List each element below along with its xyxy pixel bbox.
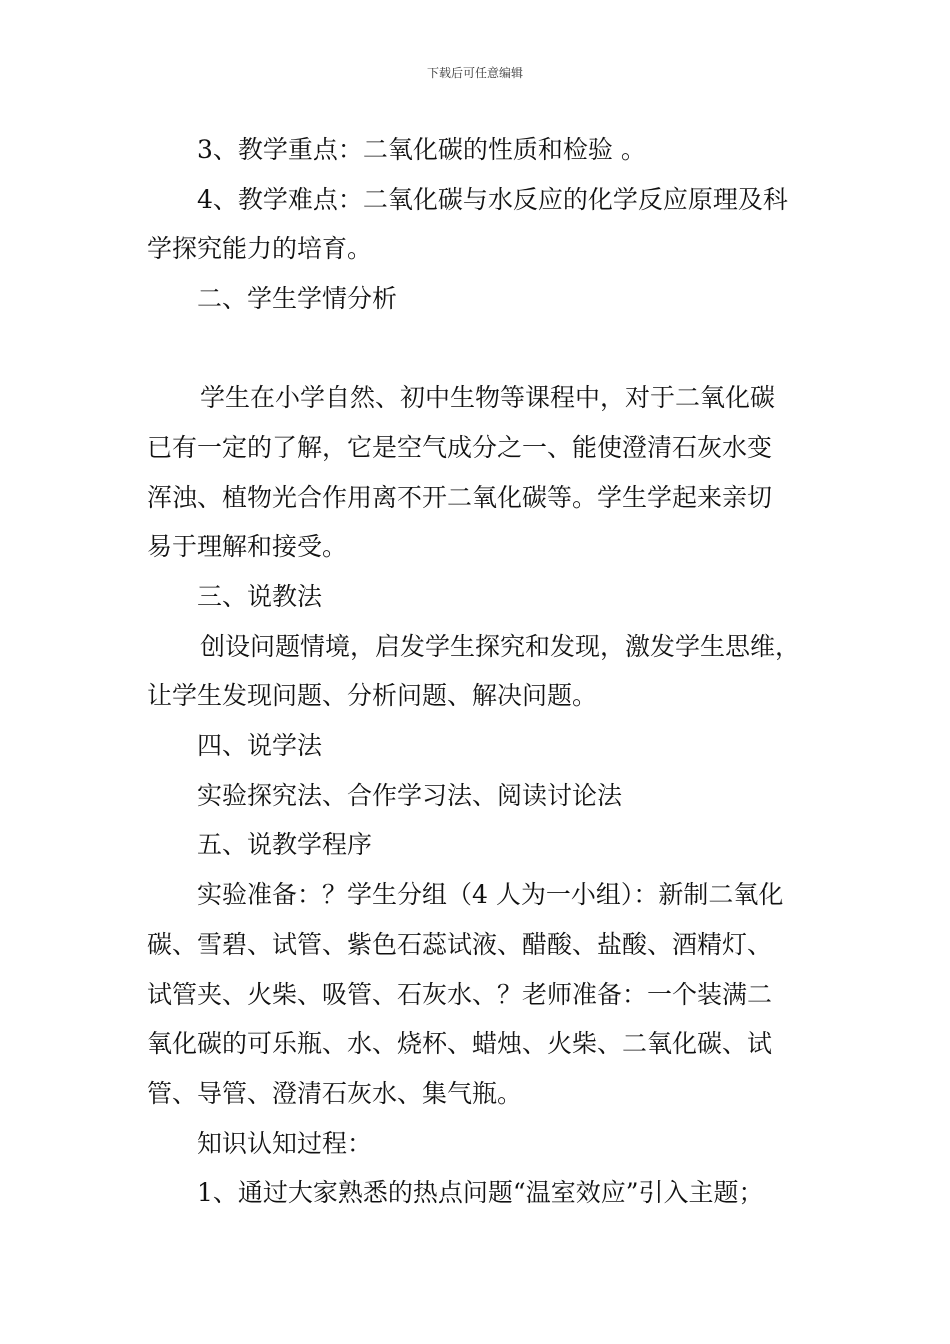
- section-heading-teaching-method: 三、说教法: [197, 582, 323, 611]
- text-line-teaching-difficulty-cont: 学探究能力的培育。: [147, 234, 373, 263]
- text-line-teaching-method-2: 让学生发现问题、分析问题、解决问题。: [147, 681, 598, 710]
- text-line-student-analysis-1: 学生在小学自然、初中生物等课程中，对于二氧化碳: [200, 383, 776, 412]
- text-line-knowledge-process: 知识认知过程：: [197, 1129, 373, 1158]
- section-heading-teaching-procedure: 五、说教学程序: [197, 830, 373, 859]
- section-heading-learning-method: 四、说学法: [197, 731, 323, 760]
- section-heading-student-analysis: 二、学生学情分析: [197, 284, 398, 313]
- text-line-student-analysis-2: 已有一定的了解，它是空气成分之一、能使澄清石灰水变: [147, 433, 773, 462]
- text-line-experiment-prep-2: 碳、雪碧、试管、紫色石蕊试液、醋酸、盐酸、酒精灯、: [147, 930, 773, 959]
- text-line-learning-method: 实验探究法、合作学习法、阅读讨论法: [197, 781, 623, 810]
- page-header: 下载后可任意编辑: [426, 66, 523, 80]
- text-line-teaching-difficulty: 4、教学难点：二氧化碳与水反应的化学反应原理及科: [197, 185, 788, 214]
- text-line-teaching-method-1: 创设问题情境，启发学生探究和发现，激发学生思维，: [200, 632, 801, 661]
- text-line-student-analysis-3: 浑浊、植物光合作用离不开二氧化碳等。学生学起来亲切: [147, 483, 773, 512]
- text-line-experiment-prep-3: 试管夹、火柴、吸管、石灰水、？老师准备：一个装满二: [147, 980, 773, 1009]
- text-line-experiment-prep-4: 氧化碳的可乐瓶、水、烧杯、蜡烛、火柴、二氧化碳、试: [147, 1029, 773, 1058]
- text-line-experiment-prep-5: 管、导管、澄清石灰水、集气瓶。: [147, 1079, 523, 1108]
- text-line-teaching-focus: 3、教学重点：二氧化碳的性质和检验 。: [197, 135, 646, 164]
- text-line-knowledge-step-1: 1、通过大家熟悉的热点问题“温室效应”引入主题；: [197, 1178, 764, 1207]
- text-line-experiment-prep-1: 实验准备：？学生分组（4 人为一小组）：新制二氧化: [197, 880, 784, 909]
- text-line-student-analysis-4: 易于理解和接受。: [147, 532, 348, 561]
